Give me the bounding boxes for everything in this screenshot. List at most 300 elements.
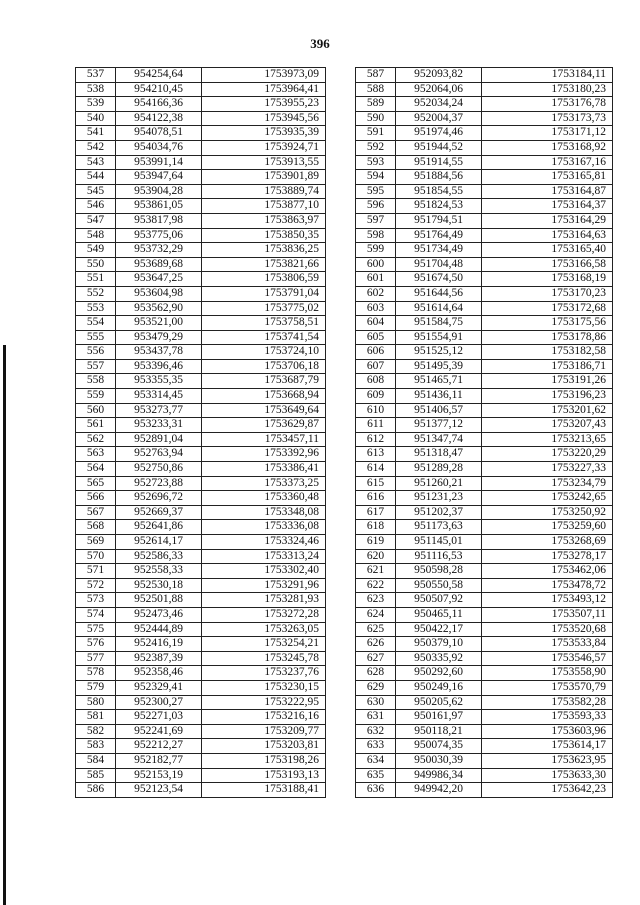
point-number-cell: 540 — [76, 111, 116, 126]
y-coordinate-cell: 1753889,74 — [202, 184, 326, 199]
point-number-cell: 584 — [76, 753, 116, 768]
x-coordinate-cell: 950292,60 — [396, 666, 482, 681]
x-coordinate-cell: 953904,28 — [116, 184, 202, 199]
x-coordinate-cell: 951554,91 — [396, 330, 482, 345]
y-coordinate-cell: 1753706,18 — [202, 359, 326, 374]
table-row — [356, 68, 613, 83]
x-coordinate-cell: 950379,10 — [396, 637, 482, 652]
x-coordinate-cell: 954210,45 — [116, 82, 202, 97]
y-coordinate-cell: 1753250,92 — [482, 505, 613, 520]
x-coordinate-cell: 949986,34 — [396, 768, 482, 783]
table-row — [356, 257, 613, 272]
x-coordinate-cell: 954254,64 — [116, 68, 202, 83]
x-coordinate-cell: 951465,71 — [396, 374, 482, 389]
x-coordinate-cell: 954034,76 — [116, 140, 202, 155]
y-coordinate-cell: 1753213,65 — [482, 432, 613, 447]
point-number-cell: 571 — [76, 564, 116, 579]
table-row — [356, 170, 613, 185]
x-coordinate-cell: 953604,98 — [116, 286, 202, 301]
y-coordinate-cell: 1753520,68 — [482, 622, 613, 637]
x-coordinate-cell: 951145,01 — [396, 535, 482, 550]
x-coordinate-cell: 952300,27 — [116, 695, 202, 710]
table-row — [356, 213, 613, 228]
y-coordinate-cell: 1753216,16 — [202, 710, 326, 725]
table-row — [76, 680, 326, 695]
point-number-cell: 570 — [76, 549, 116, 564]
table-row — [76, 549, 326, 564]
y-coordinate-cell: 1753386,41 — [202, 462, 326, 477]
point-number-cell: 625 — [356, 622, 396, 637]
x-coordinate-cell: 951794,51 — [396, 213, 482, 228]
x-coordinate-cell: 951318,47 — [396, 447, 482, 462]
x-coordinate-cell: 952241,69 — [116, 724, 202, 739]
x-coordinate-cell: 951436,11 — [396, 389, 482, 404]
y-coordinate-cell: 1753668,94 — [202, 389, 326, 404]
x-coordinate-cell: 950030,39 — [396, 753, 482, 768]
y-coordinate-cell: 1753649,64 — [202, 403, 326, 418]
coordinates-table-left — [75, 67, 326, 798]
x-coordinate-cell: 952530,18 — [116, 578, 202, 593]
table-row — [76, 520, 326, 535]
table-row — [76, 82, 326, 97]
table-row — [76, 155, 326, 170]
x-coordinate-cell: 950074,35 — [396, 739, 482, 754]
x-coordinate-cell: 951406,57 — [396, 403, 482, 418]
y-coordinate-cell: 1753164,37 — [482, 199, 613, 214]
y-coordinate-cell: 1753821,66 — [202, 257, 326, 272]
x-coordinate-cell: 952473,46 — [116, 607, 202, 622]
coordinates-table-right — [355, 67, 613, 798]
point-number-cell: 622 — [356, 578, 396, 593]
table-row — [356, 651, 613, 666]
x-coordinate-cell: 953647,25 — [116, 272, 202, 287]
y-coordinate-cell: 1753558,90 — [482, 666, 613, 681]
y-coordinate-cell: 1753182,58 — [482, 345, 613, 360]
point-number-cell: 601 — [356, 272, 396, 287]
point-number-cell: 629 — [356, 680, 396, 695]
y-coordinate-cell: 1753259,60 — [482, 520, 613, 535]
x-coordinate-cell: 950335,92 — [396, 651, 482, 666]
x-coordinate-cell: 950550,58 — [396, 578, 482, 593]
point-number-cell: 612 — [356, 432, 396, 447]
y-coordinate-cell: 1753791,04 — [202, 286, 326, 301]
point-number-cell: 551 — [76, 272, 116, 287]
x-coordinate-cell: 949942,20 — [396, 783, 482, 798]
y-coordinate-cell: 1753533,84 — [482, 637, 613, 652]
y-coordinate-cell: 1753245,78 — [202, 651, 326, 666]
y-coordinate-cell: 1753268,69 — [482, 535, 613, 550]
table-row — [76, 724, 326, 739]
table-row — [356, 637, 613, 652]
table-row — [356, 126, 613, 141]
x-coordinate-cell: 952271,03 — [116, 710, 202, 725]
table-row — [356, 199, 613, 214]
y-coordinate-cell: 1753166,58 — [482, 257, 613, 272]
table-row — [76, 739, 326, 754]
y-coordinate-cell: 1753176,78 — [482, 97, 613, 112]
table-row — [356, 272, 613, 287]
y-coordinate-cell: 1753741,54 — [202, 330, 326, 345]
x-coordinate-cell: 954122,38 — [116, 111, 202, 126]
table-row — [356, 97, 613, 112]
x-coordinate-cell: 953732,29 — [116, 243, 202, 258]
y-coordinate-cell: 1753457,11 — [202, 432, 326, 447]
table-row — [356, 695, 613, 710]
point-number-cell: 569 — [76, 535, 116, 550]
table-row — [356, 184, 613, 199]
y-coordinate-cell: 1753687,79 — [202, 374, 326, 389]
x-coordinate-cell: 953947,64 — [116, 170, 202, 185]
point-number-cell: 542 — [76, 140, 116, 155]
y-coordinate-cell: 1753201,62 — [482, 403, 613, 418]
y-coordinate-cell: 1753507,11 — [482, 607, 613, 622]
x-coordinate-cell: 951614,64 — [396, 301, 482, 316]
y-coordinate-cell: 1753724,10 — [202, 345, 326, 360]
x-coordinate-cell: 952064,06 — [396, 82, 482, 97]
point-number-cell: 552 — [76, 286, 116, 301]
point-number-cell: 609 — [356, 389, 396, 404]
table-row — [356, 140, 613, 155]
y-coordinate-cell: 1753198,26 — [202, 753, 326, 768]
point-number-cell: 556 — [76, 345, 116, 360]
table-row — [356, 666, 613, 681]
y-coordinate-cell: 1753462,06 — [482, 564, 613, 579]
point-number-cell: 594 — [356, 170, 396, 185]
x-coordinate-cell: 953233,31 — [116, 418, 202, 433]
y-coordinate-cell: 1753924,71 — [202, 140, 326, 155]
table-row — [76, 535, 326, 550]
table-row — [76, 505, 326, 520]
y-coordinate-cell: 1753220,29 — [482, 447, 613, 462]
x-coordinate-cell: 952558,33 — [116, 564, 202, 579]
x-coordinate-cell: 952669,37 — [116, 505, 202, 520]
table-row — [76, 447, 326, 462]
y-coordinate-cell: 1753877,10 — [202, 199, 326, 214]
x-coordinate-cell: 953396,46 — [116, 359, 202, 374]
table-row — [76, 783, 326, 798]
y-coordinate-cell: 1753222,95 — [202, 695, 326, 710]
y-coordinate-cell: 1753272,28 — [202, 607, 326, 622]
point-number-cell: 554 — [76, 316, 116, 331]
x-coordinate-cell: 951377,12 — [396, 418, 482, 433]
table-row — [76, 432, 326, 447]
y-coordinate-cell: 1753582,28 — [482, 695, 613, 710]
point-number-cell: 599 — [356, 243, 396, 258]
point-number-cell: 614 — [356, 462, 396, 477]
x-coordinate-cell: 951347,74 — [396, 432, 482, 447]
table-row — [356, 520, 613, 535]
point-number-cell: 618 — [356, 520, 396, 535]
x-coordinate-cell: 952123,54 — [116, 783, 202, 798]
x-coordinate-cell: 953437,78 — [116, 345, 202, 360]
point-number-cell: 578 — [76, 666, 116, 681]
x-coordinate-cell: 951495,39 — [396, 359, 482, 374]
page-number: 396 — [310, 36, 330, 51]
point-number-cell: 595 — [356, 184, 396, 199]
x-coordinate-cell: 950598,28 — [396, 564, 482, 579]
table-row — [76, 330, 326, 345]
x-coordinate-cell: 951914,55 — [396, 155, 482, 170]
point-number-cell: 630 — [356, 695, 396, 710]
x-coordinate-cell: 953861,05 — [116, 199, 202, 214]
x-coordinate-cell: 954166,36 — [116, 97, 202, 112]
table-row — [76, 126, 326, 141]
table-row — [356, 564, 613, 579]
x-coordinate-cell: 953689,68 — [116, 257, 202, 272]
x-coordinate-cell: 952329,41 — [116, 680, 202, 695]
x-coordinate-cell: 952387,39 — [116, 651, 202, 666]
table-row — [76, 637, 326, 652]
x-coordinate-cell: 952696,72 — [116, 491, 202, 506]
y-coordinate-cell: 1753973,09 — [202, 68, 326, 83]
table-row — [76, 666, 326, 681]
x-coordinate-cell: 950205,62 — [396, 695, 482, 710]
x-coordinate-cell: 951854,55 — [396, 184, 482, 199]
table-row — [76, 753, 326, 768]
point-number-cell: 627 — [356, 651, 396, 666]
table-row — [76, 389, 326, 404]
y-coordinate-cell: 1753184,11 — [482, 68, 613, 83]
point-number-cell: 583 — [76, 739, 116, 754]
y-coordinate-cell: 1753175,56 — [482, 316, 613, 331]
x-coordinate-cell: 952153,19 — [116, 768, 202, 783]
point-number-cell: 605 — [356, 330, 396, 345]
table-row — [356, 359, 613, 374]
point-number-cell: 592 — [356, 140, 396, 155]
margin-bar — [3, 345, 6, 905]
x-coordinate-cell: 953273,77 — [116, 403, 202, 418]
x-coordinate-cell: 951116,53 — [396, 549, 482, 564]
point-number-cell: 624 — [356, 607, 396, 622]
y-coordinate-cell: 1753629,87 — [202, 418, 326, 433]
y-coordinate-cell: 1753836,25 — [202, 243, 326, 258]
table-row — [76, 622, 326, 637]
x-coordinate-cell: 952586,33 — [116, 549, 202, 564]
x-coordinate-cell: 953479,29 — [116, 330, 202, 345]
x-coordinate-cell: 953775,06 — [116, 228, 202, 243]
point-number-cell: 579 — [76, 680, 116, 695]
y-coordinate-cell: 1753167,16 — [482, 155, 613, 170]
table-row — [356, 403, 613, 418]
table-row — [76, 111, 326, 126]
x-coordinate-cell: 952182,77 — [116, 753, 202, 768]
point-number-cell: 548 — [76, 228, 116, 243]
point-number-cell: 580 — [76, 695, 116, 710]
point-number-cell: 620 — [356, 549, 396, 564]
point-number-cell: 560 — [76, 403, 116, 418]
x-coordinate-cell: 951260,21 — [396, 476, 482, 491]
table-row — [356, 710, 613, 725]
x-coordinate-cell: 951644,56 — [396, 286, 482, 301]
x-coordinate-cell: 952444,89 — [116, 622, 202, 637]
x-coordinate-cell: 950249,16 — [396, 680, 482, 695]
x-coordinate-cell: 952212,27 — [116, 739, 202, 754]
y-coordinate-cell: 1753209,77 — [202, 724, 326, 739]
x-coordinate-cell: 951764,49 — [396, 228, 482, 243]
point-number-cell: 610 — [356, 403, 396, 418]
point-number-cell: 597 — [356, 213, 396, 228]
table-row — [76, 359, 326, 374]
point-number-cell: 562 — [76, 432, 116, 447]
x-coordinate-cell: 951584,75 — [396, 316, 482, 331]
y-coordinate-cell: 1753291,96 — [202, 578, 326, 593]
x-coordinate-cell: 952614,17 — [116, 535, 202, 550]
table-row — [76, 564, 326, 579]
y-coordinate-cell: 1753207,43 — [482, 418, 613, 433]
y-coordinate-cell: 1753165,40 — [482, 243, 613, 258]
table-row — [356, 155, 613, 170]
y-coordinate-cell: 1753227,33 — [482, 462, 613, 477]
y-coordinate-cell: 1753186,71 — [482, 359, 613, 374]
y-coordinate-cell: 1753775,02 — [202, 301, 326, 316]
point-number-cell: 602 — [356, 286, 396, 301]
point-number-cell: 626 — [356, 637, 396, 652]
x-coordinate-cell: 951202,37 — [396, 505, 482, 520]
point-number-cell: 558 — [76, 374, 116, 389]
point-number-cell: 588 — [356, 82, 396, 97]
point-number-cell: 608 — [356, 374, 396, 389]
table-row — [76, 462, 326, 477]
y-coordinate-cell: 1753302,40 — [202, 564, 326, 579]
x-coordinate-cell: 953817,98 — [116, 213, 202, 228]
point-number-cell: 591 — [356, 126, 396, 141]
point-number-cell: 545 — [76, 184, 116, 199]
point-number-cell: 563 — [76, 447, 116, 462]
table-row — [76, 286, 326, 301]
table-row — [356, 345, 613, 360]
table-row — [76, 316, 326, 331]
point-number-cell: 561 — [76, 418, 116, 433]
table-row — [76, 301, 326, 316]
point-number-cell: 604 — [356, 316, 396, 331]
x-coordinate-cell: 951734,49 — [396, 243, 482, 258]
table-row — [356, 768, 613, 783]
y-coordinate-cell: 1753164,87 — [482, 184, 613, 199]
y-coordinate-cell: 1753758,51 — [202, 316, 326, 331]
table-row — [76, 710, 326, 725]
table-row — [76, 768, 326, 783]
point-number-cell: 635 — [356, 768, 396, 783]
point-number-cell: 557 — [76, 359, 116, 374]
table-row — [76, 97, 326, 112]
table-row — [76, 607, 326, 622]
y-coordinate-cell: 1753254,21 — [202, 637, 326, 652]
table-row — [76, 228, 326, 243]
x-coordinate-cell: 953991,14 — [116, 155, 202, 170]
x-coordinate-cell: 951289,28 — [396, 462, 482, 477]
x-coordinate-cell: 950422,17 — [396, 622, 482, 637]
point-number-cell: 568 — [76, 520, 116, 535]
y-coordinate-cell: 1753278,17 — [482, 549, 613, 564]
x-coordinate-cell: 951704,48 — [396, 257, 482, 272]
y-coordinate-cell: 1753164,63 — [482, 228, 613, 243]
point-number-cell: 577 — [76, 651, 116, 666]
point-number-cell: 537 — [76, 68, 116, 83]
point-number-cell: 633 — [356, 739, 396, 754]
y-coordinate-cell: 1753191,26 — [482, 374, 613, 389]
y-coordinate-cell: 1753171,12 — [482, 126, 613, 141]
table-row — [76, 403, 326, 418]
point-number-cell: 581 — [76, 710, 116, 725]
table-row — [76, 243, 326, 258]
table-row — [76, 257, 326, 272]
point-number-cell: 619 — [356, 535, 396, 550]
point-number-cell: 564 — [76, 462, 116, 477]
x-coordinate-cell: 952034,24 — [396, 97, 482, 112]
y-coordinate-cell: 1753336,08 — [202, 520, 326, 535]
point-number-cell: 538 — [76, 82, 116, 97]
point-number-cell: 616 — [356, 491, 396, 506]
y-coordinate-cell: 1753623,95 — [482, 753, 613, 768]
table-row — [356, 680, 613, 695]
x-coordinate-cell: 951674,50 — [396, 272, 482, 287]
y-coordinate-cell: 1753360,48 — [202, 491, 326, 506]
table-row — [356, 549, 613, 564]
y-coordinate-cell: 1753313,24 — [202, 549, 326, 564]
point-number-cell: 598 — [356, 228, 396, 243]
y-coordinate-cell: 1753234,79 — [482, 476, 613, 491]
y-coordinate-cell: 1753614,17 — [482, 739, 613, 754]
y-coordinate-cell: 1753955,23 — [202, 97, 326, 112]
table-row — [76, 140, 326, 155]
point-number-cell: 623 — [356, 593, 396, 608]
y-coordinate-cell: 1753237,76 — [202, 666, 326, 681]
table-row — [356, 432, 613, 447]
y-coordinate-cell: 1753901,89 — [202, 170, 326, 185]
x-coordinate-cell: 952358,46 — [116, 666, 202, 681]
x-coordinate-cell: 951974,46 — [396, 126, 482, 141]
table-row — [356, 330, 613, 345]
x-coordinate-cell: 950507,92 — [396, 593, 482, 608]
table-row — [356, 243, 613, 258]
point-number-cell: 636 — [356, 783, 396, 798]
x-coordinate-cell: 952763,94 — [116, 447, 202, 462]
point-number-cell: 621 — [356, 564, 396, 579]
y-coordinate-cell: 1753570,79 — [482, 680, 613, 695]
y-coordinate-cell: 1753348,08 — [202, 505, 326, 520]
y-coordinate-cell: 1753168,92 — [482, 140, 613, 155]
table-row — [356, 622, 613, 637]
y-coordinate-cell: 1753373,25 — [202, 476, 326, 491]
point-number-cell: 585 — [76, 768, 116, 783]
y-coordinate-cell: 1753603,96 — [482, 724, 613, 739]
y-coordinate-cell: 1753863,97 — [202, 213, 326, 228]
point-number-cell: 574 — [76, 607, 116, 622]
y-coordinate-cell: 1753964,41 — [202, 82, 326, 97]
y-coordinate-cell: 1753172,68 — [482, 301, 613, 316]
point-number-cell: 549 — [76, 243, 116, 258]
table-row — [356, 753, 613, 768]
y-coordinate-cell: 1753281,93 — [202, 593, 326, 608]
table-row — [356, 505, 613, 520]
table-row — [76, 651, 326, 666]
point-number-cell: 546 — [76, 199, 116, 214]
table-row — [76, 476, 326, 491]
y-coordinate-cell: 1753806,59 — [202, 272, 326, 287]
x-coordinate-cell: 952004,37 — [396, 111, 482, 126]
table-row — [76, 68, 326, 83]
x-coordinate-cell: 952723,88 — [116, 476, 202, 491]
y-coordinate-cell: 1753913,55 — [202, 155, 326, 170]
y-coordinate-cell: 1753945,56 — [202, 111, 326, 126]
y-coordinate-cell: 1753593,33 — [482, 710, 613, 725]
table-row — [356, 228, 613, 243]
x-coordinate-cell: 951231,23 — [396, 491, 482, 506]
table-row — [76, 578, 326, 593]
point-number-cell: 576 — [76, 637, 116, 652]
point-number-cell: 559 — [76, 389, 116, 404]
point-number-cell: 589 — [356, 97, 396, 112]
